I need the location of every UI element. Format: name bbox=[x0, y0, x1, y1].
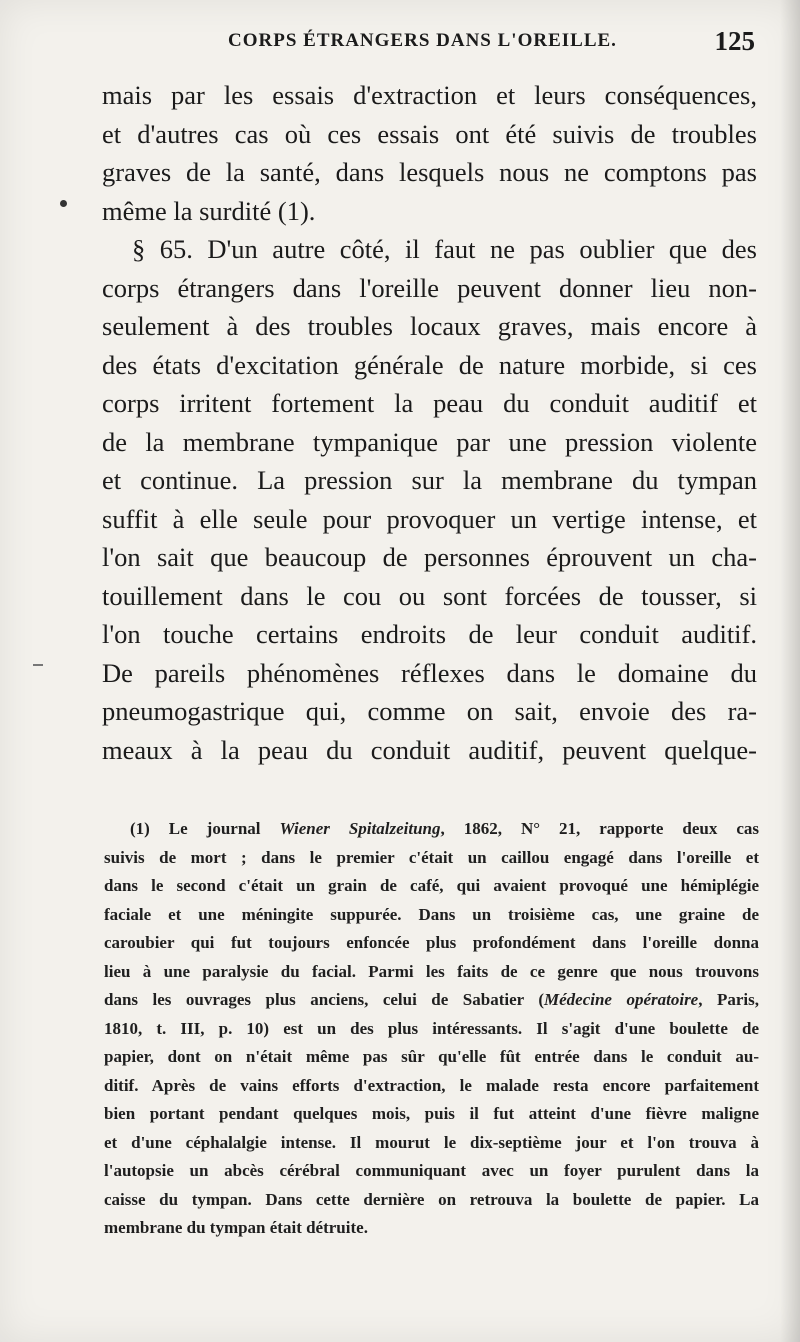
footnote-line: et d'une céphalalgie intense. Il mourut le dix-septième jour et l'on trouva à bbox=[104, 1132, 759, 1152]
footnote-line bbox=[104, 986, 759, 1015]
text-line: et d'autres cas où ces essais ont été suivis de troubles bbox=[102, 118, 757, 149]
running-head bbox=[100, 26, 755, 62]
footnote-line: l'autopsie un abcès cérébral communiquant avec un foyer purulent dans la bbox=[104, 1161, 759, 1180]
footnote-line: bien portant pendant quelques mois, puis il fut atteint d'une fièvre maligne bbox=[104, 1104, 759, 1123]
running-title: CORPS ÉTRANGERS DANS L'OREILLE. bbox=[228, 30, 617, 51]
margin-ink-dot bbox=[60, 200, 67, 207]
text-line: l'on sait que beaucoup de personnes éprouvent un cha- bbox=[102, 542, 757, 572]
text-line: même la surdité (1). bbox=[102, 195, 316, 226]
page-number: 125 bbox=[714, 26, 755, 56]
text-line: seulement à des troubles locaux graves, mais encore à bbox=[102, 311, 757, 341]
text-line: de la membrane tympanique par une pression violente bbox=[102, 426, 757, 457]
text-line: l'on touche certains endroits de leur conduit auditif. bbox=[102, 619, 757, 649]
footnote-line: papier, dont on n'était même pas sûr qu'elle fût entrée dans le conduit au- bbox=[104, 1047, 759, 1066]
footnote bbox=[104, 815, 759, 1243]
footnote-text: , Paris, bbox=[698, 990, 759, 1009]
footnote-line: membrane du tympan était détruite. bbox=[104, 1218, 368, 1237]
footnote-text: dans les ouvrages plus anciens, celui de Sabatier ( bbox=[104, 990, 544, 1009]
text-line: graves de la santé, dans lesquels nous ne comptons pas bbox=[102, 157, 757, 187]
text-line: pneumogastrique qui, comme on sait, envoie des ra- bbox=[102, 696, 757, 726]
text-line: suffit à elle seule pour provoquer un vertige intense, et bbox=[102, 503, 757, 534]
footnote-marker-text: (1) Le journal bbox=[130, 819, 280, 838]
main-text bbox=[102, 76, 757, 769]
text-line: meaux à la peau du conduit auditif, peuvent quelque- bbox=[102, 734, 757, 765]
text-line: corps irritent fortement la peau du conduit auditif et bbox=[102, 388, 757, 418]
section-65-start-line: § 65. D'un autre côté, il faut ne pas oublier que des bbox=[132, 234, 757, 264]
text-line: touillement dans le cou ou sont forcées de tousser, si bbox=[102, 580, 757, 611]
margin-ink-mark bbox=[33, 664, 43, 666]
footnote-line bbox=[104, 815, 759, 844]
text-line: corps étrangers dans l'oreille peuvent donner lieu non- bbox=[102, 272, 757, 303]
footnote-line: caroubier qui fut toujours enfoncée plus profondément dans l'oreille donna bbox=[104, 933, 759, 952]
text-line: des états d'excitation générale de nature morbide, si ces bbox=[102, 349, 757, 380]
footnote-line: caisse du tympan. Dans cette dernière on retrouva la boulette de papier. La bbox=[104, 1189, 759, 1209]
footnote-line: lieu à une paralysie du facial. Parmi les faits de ce genre que nous trouvons bbox=[104, 961, 759, 981]
page-edge-shadow bbox=[780, 0, 800, 1342]
text-line: mais par les essais d'extraction et leurs conséquences, bbox=[102, 80, 757, 110]
footnote-line: 1810, t. III, p. 10) est un des plus intéressants. Il s'agit d'une boulette de bbox=[104, 1018, 759, 1038]
text-line: De pareils phénomènes réflexes dans le domaine du bbox=[102, 657, 757, 688]
footnote-line: suivis de mort ; dans le premier c'était un caillou engagé dans l'oreille et bbox=[104, 847, 759, 867]
footnote-line: ditif. Après de vains efforts d'extraction, le malade resta encore parfaitement bbox=[104, 1075, 759, 1095]
journal-title: Wiener Spitalzeitung bbox=[279, 819, 441, 838]
book-title: Médecine opératoire bbox=[544, 990, 699, 1009]
footnote-line: faciale et une méningite suppurée. Dans un troisième cas, une graine de bbox=[104, 904, 759, 924]
footnote-text: , 1862, N° 21, rapporte deux cas bbox=[440, 819, 760, 838]
footnote-line: dans le second c'était un grain de café, qui avaient provoqué une hémiplégie bbox=[104, 876, 759, 895]
text-line: et continue. La pression sur la membrane du tympan bbox=[102, 465, 757, 495]
